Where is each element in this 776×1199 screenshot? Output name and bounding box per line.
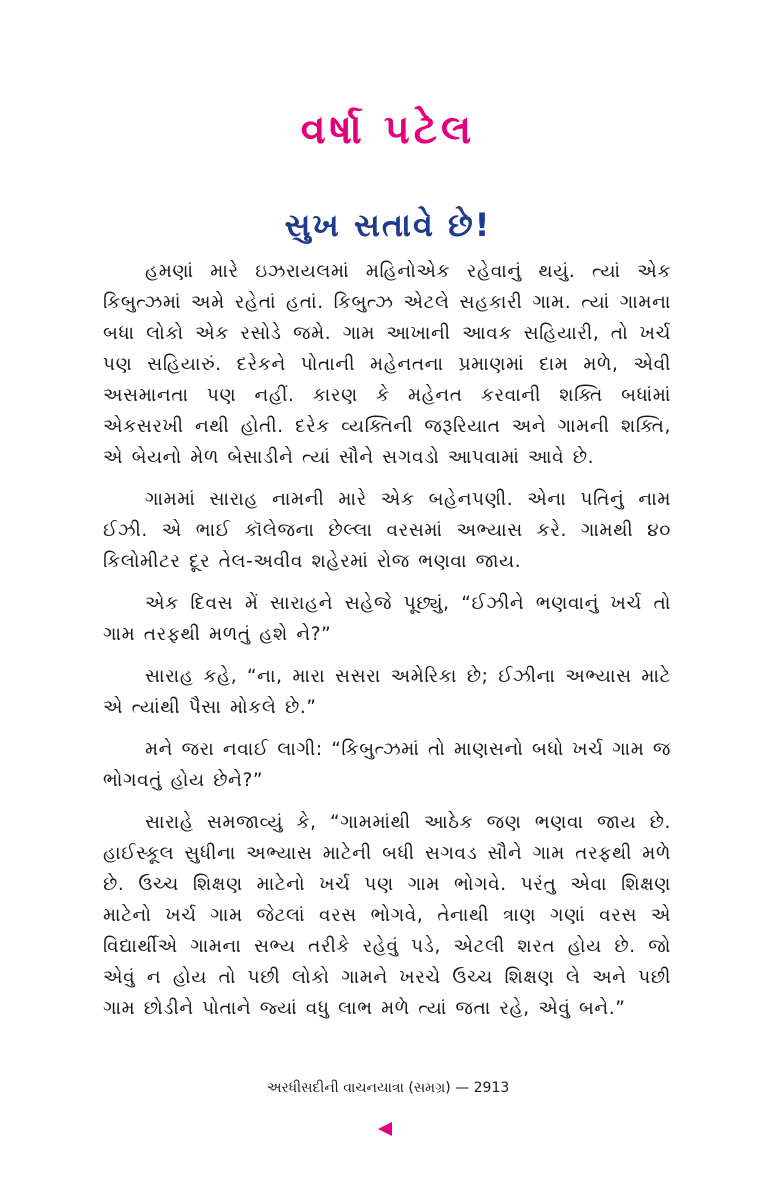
paragraph-4: સારાહ કહે, “ના, મારા સસરા અમેરિકા છે; ઈઝીના અભ્યાસ માટે એ ત્યાંથી પૈસા મોકલે છે.” xyxy=(103,666,671,718)
story-title: સુખ સતાવે છે! xyxy=(284,206,492,244)
paragraph-1: હમણાં મારે ઇઝરાયલમાં મહિનોએક રહેવાનું થયું. ત્યાં એક કિબુત્ઝમાં અમે રહેતાં હતાં. કિબુત્ઝ એટલે સહકારી ગામ. ત્યાં ગામના બધા લોકો એક રસોડે જમે. ગામ આખાની આવક સહિયારી, તો ખર્ચ પણ સહિયારું. દરેકને પોતાની મહેનતના પ્રમાણમાં દામ મળે, એવી અસમાનતા પણ નહીં. કારણ કે મહેનત કરવાની શક્તિ બધાંમાં એકસરખી નથી હોતી. દરેક વ્યક્તિની જરૂરિયાત અને ગામની શક્તિ, એ બેયનો મેળ બેસાડીને ત્યાં સૌને સગવડો આપવામાં આવે છે. xyxy=(103,261,671,468)
previous-page-arrow-icon[interactable] xyxy=(378,1122,392,1136)
page-footer: અરધીસદીની વાચનયાત્રા (સમગ્ર) — 2913 xyxy=(266,1080,510,1096)
author-name: વર્ષા પટેલ xyxy=(300,107,476,153)
paragraph-2: ગામમાં સારાહ નામની મારે એક બહેનપણી. એના પતિનું નામ ઈઝી. એ ભાઈ કૉલેજના છેલ્લા વરસમાં અભ્યાસ કરે. ગામથી ૪૦ કિલોમીટર દૂર તેલ-અવીવ શહેરમાં રોજ ભણવા જાય. xyxy=(103,489,671,572)
paragraph-6: સારાહે સમજાવ્યું કે, “ગામમાંથી આઠેક જણ ભણવા જાય છે. હાઈસ્કૂલ સુધીના અભ્યાસ માટેની બધી સગવડ સૌને ગામ તરફથી મળે છે. ઉચ્ચ શિક્ષણ માટેનો ખર્ચ પણ ગામ ભોગવે. પરંતુ એવા શિક્ષણ માટેનો ખર્ચ ગામ જેટલાં વરસ ભોગવે, તેનાથી ત્રાણ ગણાં વરસ એ વિદ્યાર્થીએ ગામના સભ્ય તરીકે રહેવું પડે, એટલી શરત હોય છે. જો એવું ન હોય તો પછી લોકો ગામને ખરચે ઉચ્ચ શિક્ષણ લે અને પછી ગામ છોડીને પોતાને જ્યાં વધુ લાભ મળે ત્યાં જતા રહે, એવું બને.” xyxy=(103,812,671,1019)
paragraph-3: એક દિવસ મેં સારાહને સહેજે પૂછ્યું, “ઈઝીને ભણવાનું ખર્ચ તો ગામ તરફથી મળતું હશે ને?” xyxy=(103,593,671,645)
story-body xyxy=(103,256,671,1035)
paragraph-5: મને જરા નવાઈ લાગી: “કિબુત્ઝમાં તો માણસનો બધો ખર્ચ ગામ જ ભોગવતું હોય છેને?” xyxy=(103,739,671,791)
